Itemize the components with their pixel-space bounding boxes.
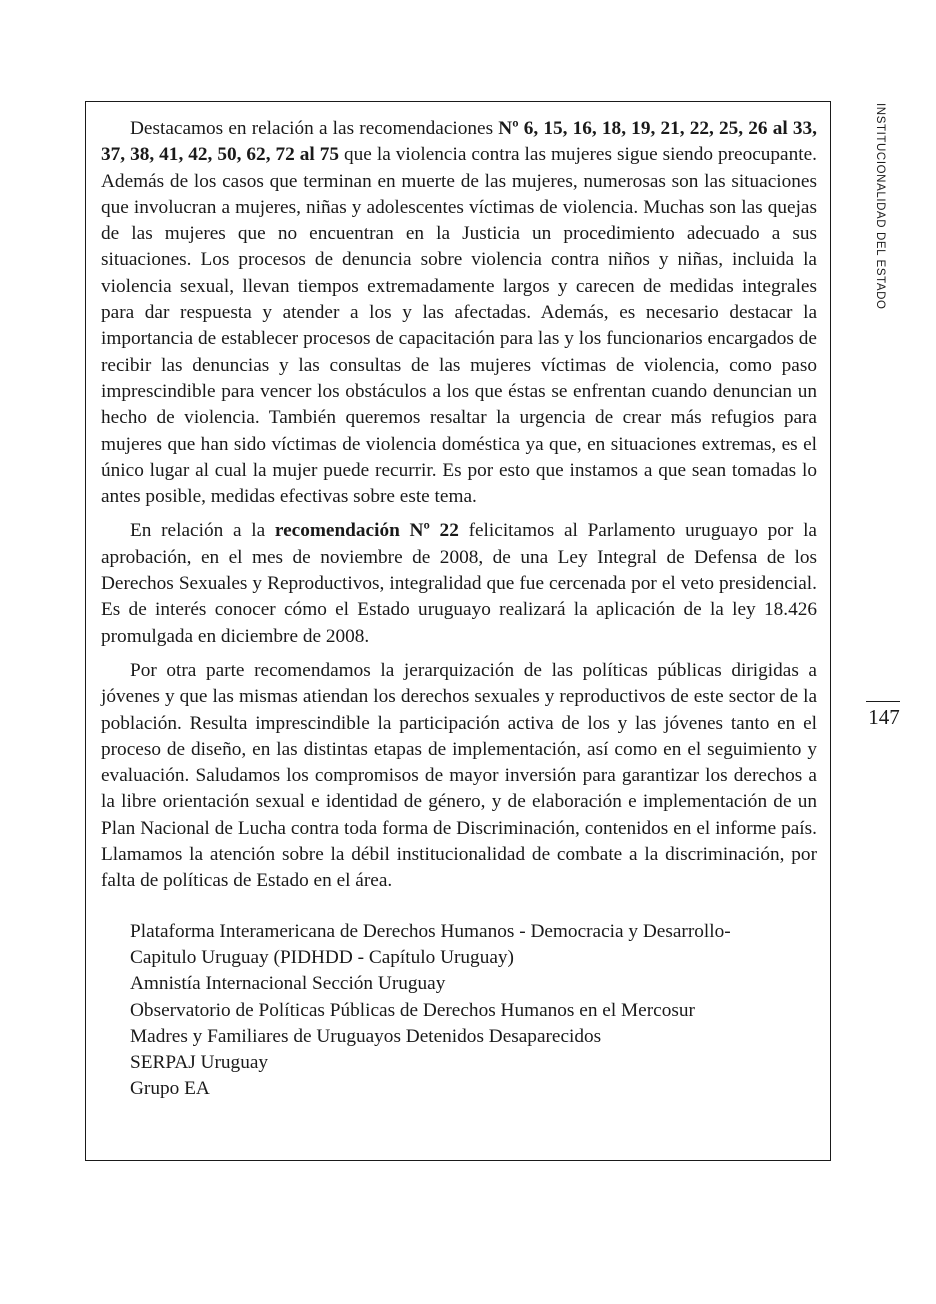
paragraph-text: felicitamos al Parlamento uruguayo por la aprobación, en el mes de noviembre de 2008, de una Ley Integral de Defensa de los Derechos Sexuales y Reproductivos, integralidad que fue cercenada por el veto presidencial. Es de interés conocer cómo el Estado uruguayo realizará la aplicación de la ley 18.426 promulgada en diciembre de 2008.	[101, 520, 817, 647]
paragraph-text: Destacamos en relación a las recomendaciones	[130, 118, 499, 139]
recommendation-numbers: Nº 6, 15, 16, 18, 19, 21, 22, 25, 26 al 33, 37, 38, 41, 42, 50, 62, 72 al 75	[101, 118, 817, 166]
signatory-line: Madres y Familiares de Uruguayos Detenidos Desaparecidos	[130, 1025, 602, 1047]
paragraph-recommendations-violence	[101, 116, 817, 510]
signatory-line: Plataforma Interamericana de Derechos Humanos - Democracia y Desarrollo-	[130, 920, 731, 942]
signatory-list	[101, 919, 817, 1103]
body-text	[101, 116, 817, 1103]
paragraph-recommendation-22	[101, 518, 817, 649]
signatory-line: Capitulo Uruguay (PIDHDD - Capítulo Uruguay)	[130, 946, 514, 968]
running-head-text: INSTITUCIONALIDAD DEL ESTADO	[874, 103, 886, 310]
running-head	[868, 103, 888, 323]
signatory-line: Grupo EA	[130, 1078, 210, 1100]
signatory-line: SERPAJ Uruguay	[130, 1052, 269, 1074]
recommendation-number: recomendación Nº 22	[274, 520, 459, 542]
page-number: 147	[868, 705, 900, 729]
paragraph-text: que la violencia contra las mujeres sigue siendo preocupante. Además de los casos que terminan en muerte de las mujeres, numerosas son las situaciones que involucran a mujeres, niñas y adolescentes víctimas de violencia. Muchas son las quejas de las mujeres que no encuentran en la Justicia un procedimiento adecuado a sus situaciones. Los procesos de denuncia sobre violencia contra niños y niñas, incluida la violencia sexual, llevan tiempos extremadamente largos y carecen de medidas integrales para dar respuesta y atender a los y las afectadas. Además, es necesario destacar la importancia de establecer procesos de capacitación para las y los funcionarios encargados de recibir las denuncias y las consultas de las mujeres víctimas de violencia, como paso imprescindible para vencer los obstáculos a los que éstas se enfrentan cuando denuncian un hecho de violencia. También queremos resaltar la urgencia de crear más refugios para mujeres que han sido víctimas de violencia doméstica ya que, en situaciones extremas, es el único lugar al cual la mujer puede recurrir. Es por esto que instamos a que sean tomadas lo antes posible, medidas efectivas sobre este tema.	[101, 144, 817, 508]
signatory-line: Amnistía Internacional Sección Uruguay	[130, 973, 446, 995]
paragraph-youth-policies: Por otra parte recomendamos la jerarquización de las políticas públicas dirigidas a jóvenes y que las mismas atiendan los derechos sexuales y reproductivos de este sector de la población. Resulta imprescindible la participación activa de los y las jóvenes tanto en el proceso de diseño, en las distintas etapas de implementación, así como en el seguimiento y evaluación. Saludamos los compromisos de mayor inversión para garantizar los derechos a la libre orientación sexual e identidad de género, y de elaboración e implementación de un Plan Nacional de Lucha contra toda forma de Discriminación, contenidos en el informe país. Llamamos la atención sobre la débil institucionalidad de combate a la discriminación, por falta de políticas de Estado en el área.	[101, 659, 817, 892]
signatory-line: Observatorio de Políticas Públicas de Derechos Humanos en el Mercosur	[130, 999, 695, 1021]
page-number-rule	[866, 701, 900, 702]
paragraph-text: En relación a la	[130, 520, 275, 542]
